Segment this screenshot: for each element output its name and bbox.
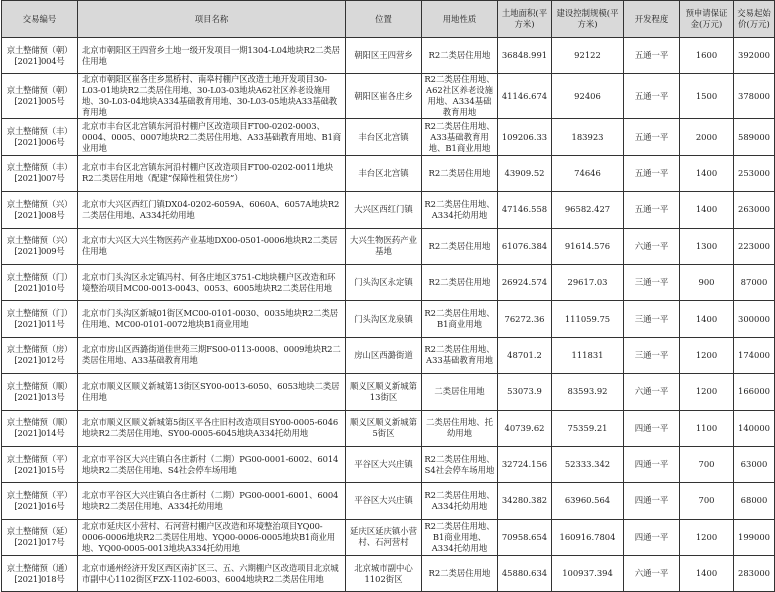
cell-land-area: 70958.654 (498, 519, 552, 555)
table-row (2, 74, 775, 119)
cell-land-use: 二类居住用地、托幼用地 (422, 410, 498, 446)
table-row (2, 556, 775, 592)
cell-deposit: 1400 (680, 556, 734, 592)
cell-code: 京土整储预（朝）[2021]005号 (2, 74, 78, 119)
cell-land-use: R2二类居住用地、A62社区养老设施用地、A334基础教育用地 (422, 74, 498, 119)
cell-deposit: 1400 (680, 155, 734, 191)
table-row (2, 410, 775, 446)
cell-location: 门头沟区永定镇 (346, 264, 422, 300)
cell-land-use: R2二类居住用地、S4社会停车场用地 (422, 446, 498, 482)
header-row (2, 1, 775, 38)
cell-project-name: 北京市顺义区顺义新城第13街区SY00-0013-6050、6053地块二类居住用地 (78, 374, 346, 410)
cell-dev-level: 六通一平 (624, 374, 680, 410)
cell-land-area: 36848.991 (498, 38, 552, 74)
cell-location: 顺义区顺义新城第13街区 (346, 374, 422, 410)
cell-location: 延庆区延庆镇小营村、石河营村 (346, 519, 422, 555)
cell-deposit: 700 (680, 483, 734, 519)
cell-deposit: 1100 (680, 410, 734, 446)
cell-land-area: 48701.2 (498, 337, 552, 373)
cell-code: 京土整储预（通）[2021]018号 (2, 556, 78, 592)
cell-deposit: 1400 (680, 192, 734, 228)
cell-project-name: 北京市平谷区大兴庄镇白各庄新村（二期）PG00-0001-6001、6004地块R2二类居住用地、A334托幼用地 (78, 483, 346, 519)
cell-land-area: 76272.36 (498, 301, 552, 337)
cell-dev-level: 五通一平 (624, 74, 680, 119)
cell-code: 京土整储预（延）[2021]017号 (2, 519, 78, 555)
cell-land-use: R2二类居住用地 (422, 155, 498, 191)
cell-build-scale: 111831 (552, 337, 624, 373)
cell-location: 大兴生物医药产业基地 (346, 228, 422, 264)
cell-land-area: 26924.574 (498, 264, 552, 300)
cell-land-use: R2二类居住用地 (422, 38, 498, 74)
cell-build-scale: 83593.92 (552, 374, 624, 410)
table-row (2, 519, 775, 555)
cell-start-price: 87000 (734, 264, 775, 300)
cell-start-price: 68000 (734, 483, 775, 519)
cell-deposit: 1400 (680, 301, 734, 337)
cell-land-area: 61076.384 (498, 228, 552, 264)
cell-land-use: R2二类居住用地、B1商业用地 (422, 301, 498, 337)
cell-build-scale: 111059.75 (552, 301, 624, 337)
header-build: 建设控制规模(平方米) (552, 1, 624, 38)
table-row (2, 446, 775, 482)
cell-build-scale: 63960.564 (552, 483, 624, 519)
cell-land-use: R2二类居住用地、A334托幼用地 (422, 192, 498, 228)
cell-land-use: R2二类居住用地、A334托幼用地 (422, 483, 498, 519)
cell-location: 房山区西潞街道 (346, 337, 422, 373)
cell-code: 京土整储预（丰）[2021]006号 (2, 119, 78, 155)
cell-project-name: 北京市朝阳区崔各庄乡黑桥村、南皋村棚户区改造土地开发项目30-L03-01地块R2二类居住用地、30-L03-03地块A62社区养老设施用地、30-L03-04地块A334基础教育用地、30-L03-05地块A33基础教育用地 (78, 74, 346, 119)
cell-build-scale: 160916.7804 (552, 519, 624, 555)
cell-code: 京土整储预（朝）[2021]004号 (2, 38, 78, 74)
cell-start-price: 392000 (734, 38, 775, 74)
cell-dev-level: 四通一平 (624, 446, 680, 482)
cell-start-price: 253000 (734, 155, 775, 191)
header-use: 用地性质 (422, 1, 498, 38)
cell-build-scale: 100937.394 (552, 556, 624, 592)
cell-build-scale: 92406 (552, 74, 624, 119)
cell-build-scale: 29617.03 (552, 264, 624, 300)
table-row (2, 155, 775, 191)
cell-dev-level: 五通一平 (624, 155, 680, 191)
cell-dev-level: 五通一平 (624, 38, 680, 74)
header-dev: 开发程度 (624, 1, 680, 38)
cell-deposit: 1200 (680, 374, 734, 410)
cell-code: 京土整储预（门）[2021]011号 (2, 301, 78, 337)
header-code: 交易编号 (2, 1, 78, 38)
cell-land-use: 二类居住用地 (422, 374, 498, 410)
cell-start-price: 378000 (734, 74, 775, 119)
cell-dev-level: 三通一平 (624, 301, 680, 337)
table-row (2, 374, 775, 410)
header-deposit: 预申请保证金(万元) (680, 1, 734, 38)
cell-dev-level: 六通一平 (624, 228, 680, 264)
cell-deposit: 1300 (680, 228, 734, 264)
cell-deposit: 700 (680, 446, 734, 482)
cell-location: 北京城市副中心1102街区 (346, 556, 422, 592)
cell-project-name: 北京市大兴区西红门镇DX04-0202-6059A、6060A、6057A地块R2二类居住用地、A334托幼用地 (78, 192, 346, 228)
cell-deposit: 2000 (680, 119, 734, 155)
cell-start-price: 589000 (734, 119, 775, 155)
table-row (2, 483, 775, 519)
cell-start-price: 263000 (734, 192, 775, 228)
cell-project-name: 北京市大兴区大兴生物医药产业基地DX00-0501-0006地块R2二类居住用地 (78, 228, 346, 264)
cell-land-area: 47146.558 (498, 192, 552, 228)
cell-location: 大兴区西红门镇 (346, 192, 422, 228)
cell-build-scale: 96582.427 (552, 192, 624, 228)
header-name: 项目名称 (78, 1, 346, 38)
cell-land-area: 45880.634 (498, 556, 552, 592)
cell-dev-level: 五通一平 (624, 192, 680, 228)
cell-land-use: R2二类居住用地、A33基础教育用地、B1商业用地 (422, 119, 498, 155)
cell-build-scale: 52333.342 (552, 446, 624, 482)
cell-start-price: 63000 (734, 446, 775, 482)
cell-code: 京土整储预（平）[2021]015号 (2, 446, 78, 482)
cell-location: 平谷区大兴庄镇 (346, 483, 422, 519)
cell-dev-level: 四通一平 (624, 519, 680, 555)
cell-start-price: 166000 (734, 374, 775, 410)
table-row (2, 264, 775, 300)
cell-start-price: 283000 (734, 556, 775, 592)
cell-project-name: 北京市丰台区北宫镇东河沿村棚户区改造项目FT00-0202-0003、0004、0005、0007地块R2二类居住用地、A33基础教育用地、B1商业用地 (78, 119, 346, 155)
table-row (2, 301, 775, 337)
cell-start-price: 174000 (734, 337, 775, 373)
cell-deposit: 1200 (680, 337, 734, 373)
cell-land-area: 41146.674 (498, 74, 552, 119)
cell-land-area: 53073.9 (498, 374, 552, 410)
cell-land-use: R2二类居住用地、A33基础教育用地 (422, 337, 498, 373)
cell-project-name: 北京市平谷区大兴庄镇白各庄新村（二期）PG00-0001-6002、6014地块R2二类居住用地、S4社会停车场用地 (78, 446, 346, 482)
cell-dev-level: 五通一平 (624, 119, 680, 155)
cell-deposit: 1200 (680, 519, 734, 555)
cell-land-area: 109206.33 (498, 119, 552, 155)
cell-code: 京土整储预（顺）[2021]013号 (2, 374, 78, 410)
cell-project-name: 北京市延庆区小营村、石河营村棚户区改造和环境整治项目YQ00-0006-0006地块R2二类居住用地、YQ00-0006-0005地块B1商业用地、YQ00-0005-0013地块A334托幼用地 (78, 519, 346, 555)
cell-deposit: 1600 (680, 38, 734, 74)
table-row (2, 119, 775, 155)
cell-code: 京土整储预（房）[2021]012号 (2, 337, 78, 373)
cell-project-name: 北京市门头沟区新城01街区MC00-0101-0030、0035地块R2二类居住用地、MC00-0101-0072地块B1商业用地 (78, 301, 346, 337)
cell-dev-level: 三通一平 (624, 337, 680, 373)
cell-build-scale: 183923 (552, 119, 624, 155)
cell-location: 平谷区大兴庄镇 (346, 446, 422, 482)
cell-build-scale: 75359.21 (552, 410, 624, 446)
cell-build-scale: 92122 (552, 38, 624, 74)
cell-code: 京土整储预（兴）[2021]009号 (2, 228, 78, 264)
cell-location: 丰台区北宫镇 (346, 155, 422, 191)
cell-dev-level: 四通一平 (624, 410, 680, 446)
cell-land-area: 32724.156 (498, 446, 552, 482)
cell-project-name: 北京市通州经济开发区西区南扩区三、五、六期棚户区改造项目北京城市副中心1102街区FZX-1102-6003、6004地块R2二类居住用地 (78, 556, 346, 592)
land-listing-table (1, 0, 775, 592)
cell-land-use: R2二类居住用地 (422, 228, 498, 264)
cell-project-name: 北京市门头沟区永定镇冯村、何各庄地区3751-C地块棚户区改造和环境整治项目MC00-0013-0043、0053、6005地块R2二类居住用地 (78, 264, 346, 300)
cell-project-name: 北京市房山区西潞街道佳世苑三期FS00-0113-0008、0009地块R2二类居住用地、A33基础教育用地 (78, 337, 346, 373)
cell-build-scale: 74646 (552, 155, 624, 191)
header-location: 位置 (346, 1, 422, 38)
table-body (2, 38, 775, 592)
cell-land-use: R2二类居住用地 (422, 556, 498, 592)
cell-deposit: 1500 (680, 74, 734, 119)
cell-code: 京土整储预（门）[2021]010号 (2, 264, 78, 300)
cell-start-price: 199000 (734, 519, 775, 555)
cell-start-price: 140000 (734, 410, 775, 446)
table-row (2, 38, 775, 74)
cell-project-name: 北京市丰台区北宫镇东河沿村棚户区改造项目FT00-0202-0011地块R2二类居住用地（配建“保障性租赁住房”） (78, 155, 346, 191)
cell-location: 门头沟区龙泉镇 (346, 301, 422, 337)
cell-code: 京土整储预（兴）[2021]008号 (2, 192, 78, 228)
cell-location: 顺义区顺义新城第5街区 (346, 410, 422, 446)
cell-dev-level: 四通一平 (624, 483, 680, 519)
cell-code: 京土整储预（顺）[2021]014号 (2, 410, 78, 446)
table-row (2, 228, 775, 264)
cell-location: 朝阳区王四营乡 (346, 38, 422, 74)
table-row (2, 337, 775, 373)
cell-location: 朝阳区崔各庄乡 (346, 74, 422, 119)
cell-start-price: 223000 (734, 228, 775, 264)
cell-land-use: R2二类居住用地、B1商业用地、A334托幼用地 (422, 519, 498, 555)
cell-dev-level: 三通一平 (624, 264, 680, 300)
cell-deposit: 900 (680, 264, 734, 300)
cell-build-scale: 91614.576 (552, 228, 624, 264)
cell-code: 京土整储预（丰）[2021]007号 (2, 155, 78, 191)
cell-location: 丰台区北宫镇 (346, 119, 422, 155)
cell-project-name: 北京市朝阳区王四营乡土地一级开发项目一期1304-L04地块R2二类居住用地 (78, 38, 346, 74)
cell-land-use: R2二类居住用地 (422, 264, 498, 300)
cell-start-price: 300000 (734, 301, 775, 337)
cell-project-name: 北京市顺义区顺义新城第5街区平各庄旧村改造项目SY00-0005-6046地块R2二类居住用地、SY00-0005-6045地块A334托幼用地 (78, 410, 346, 446)
header-price: 交易起始价(万元) (734, 1, 775, 38)
cell-land-area: 34280.382 (498, 483, 552, 519)
header-area: 土地面积(平方米) (498, 1, 552, 38)
cell-land-area: 43909.52 (498, 155, 552, 191)
cell-code: 京土整储预（平）[2021]016号 (2, 483, 78, 519)
cell-dev-level: 六通一平 (624, 556, 680, 592)
table-row (2, 192, 775, 228)
cell-land-area: 40739.62 (498, 410, 552, 446)
